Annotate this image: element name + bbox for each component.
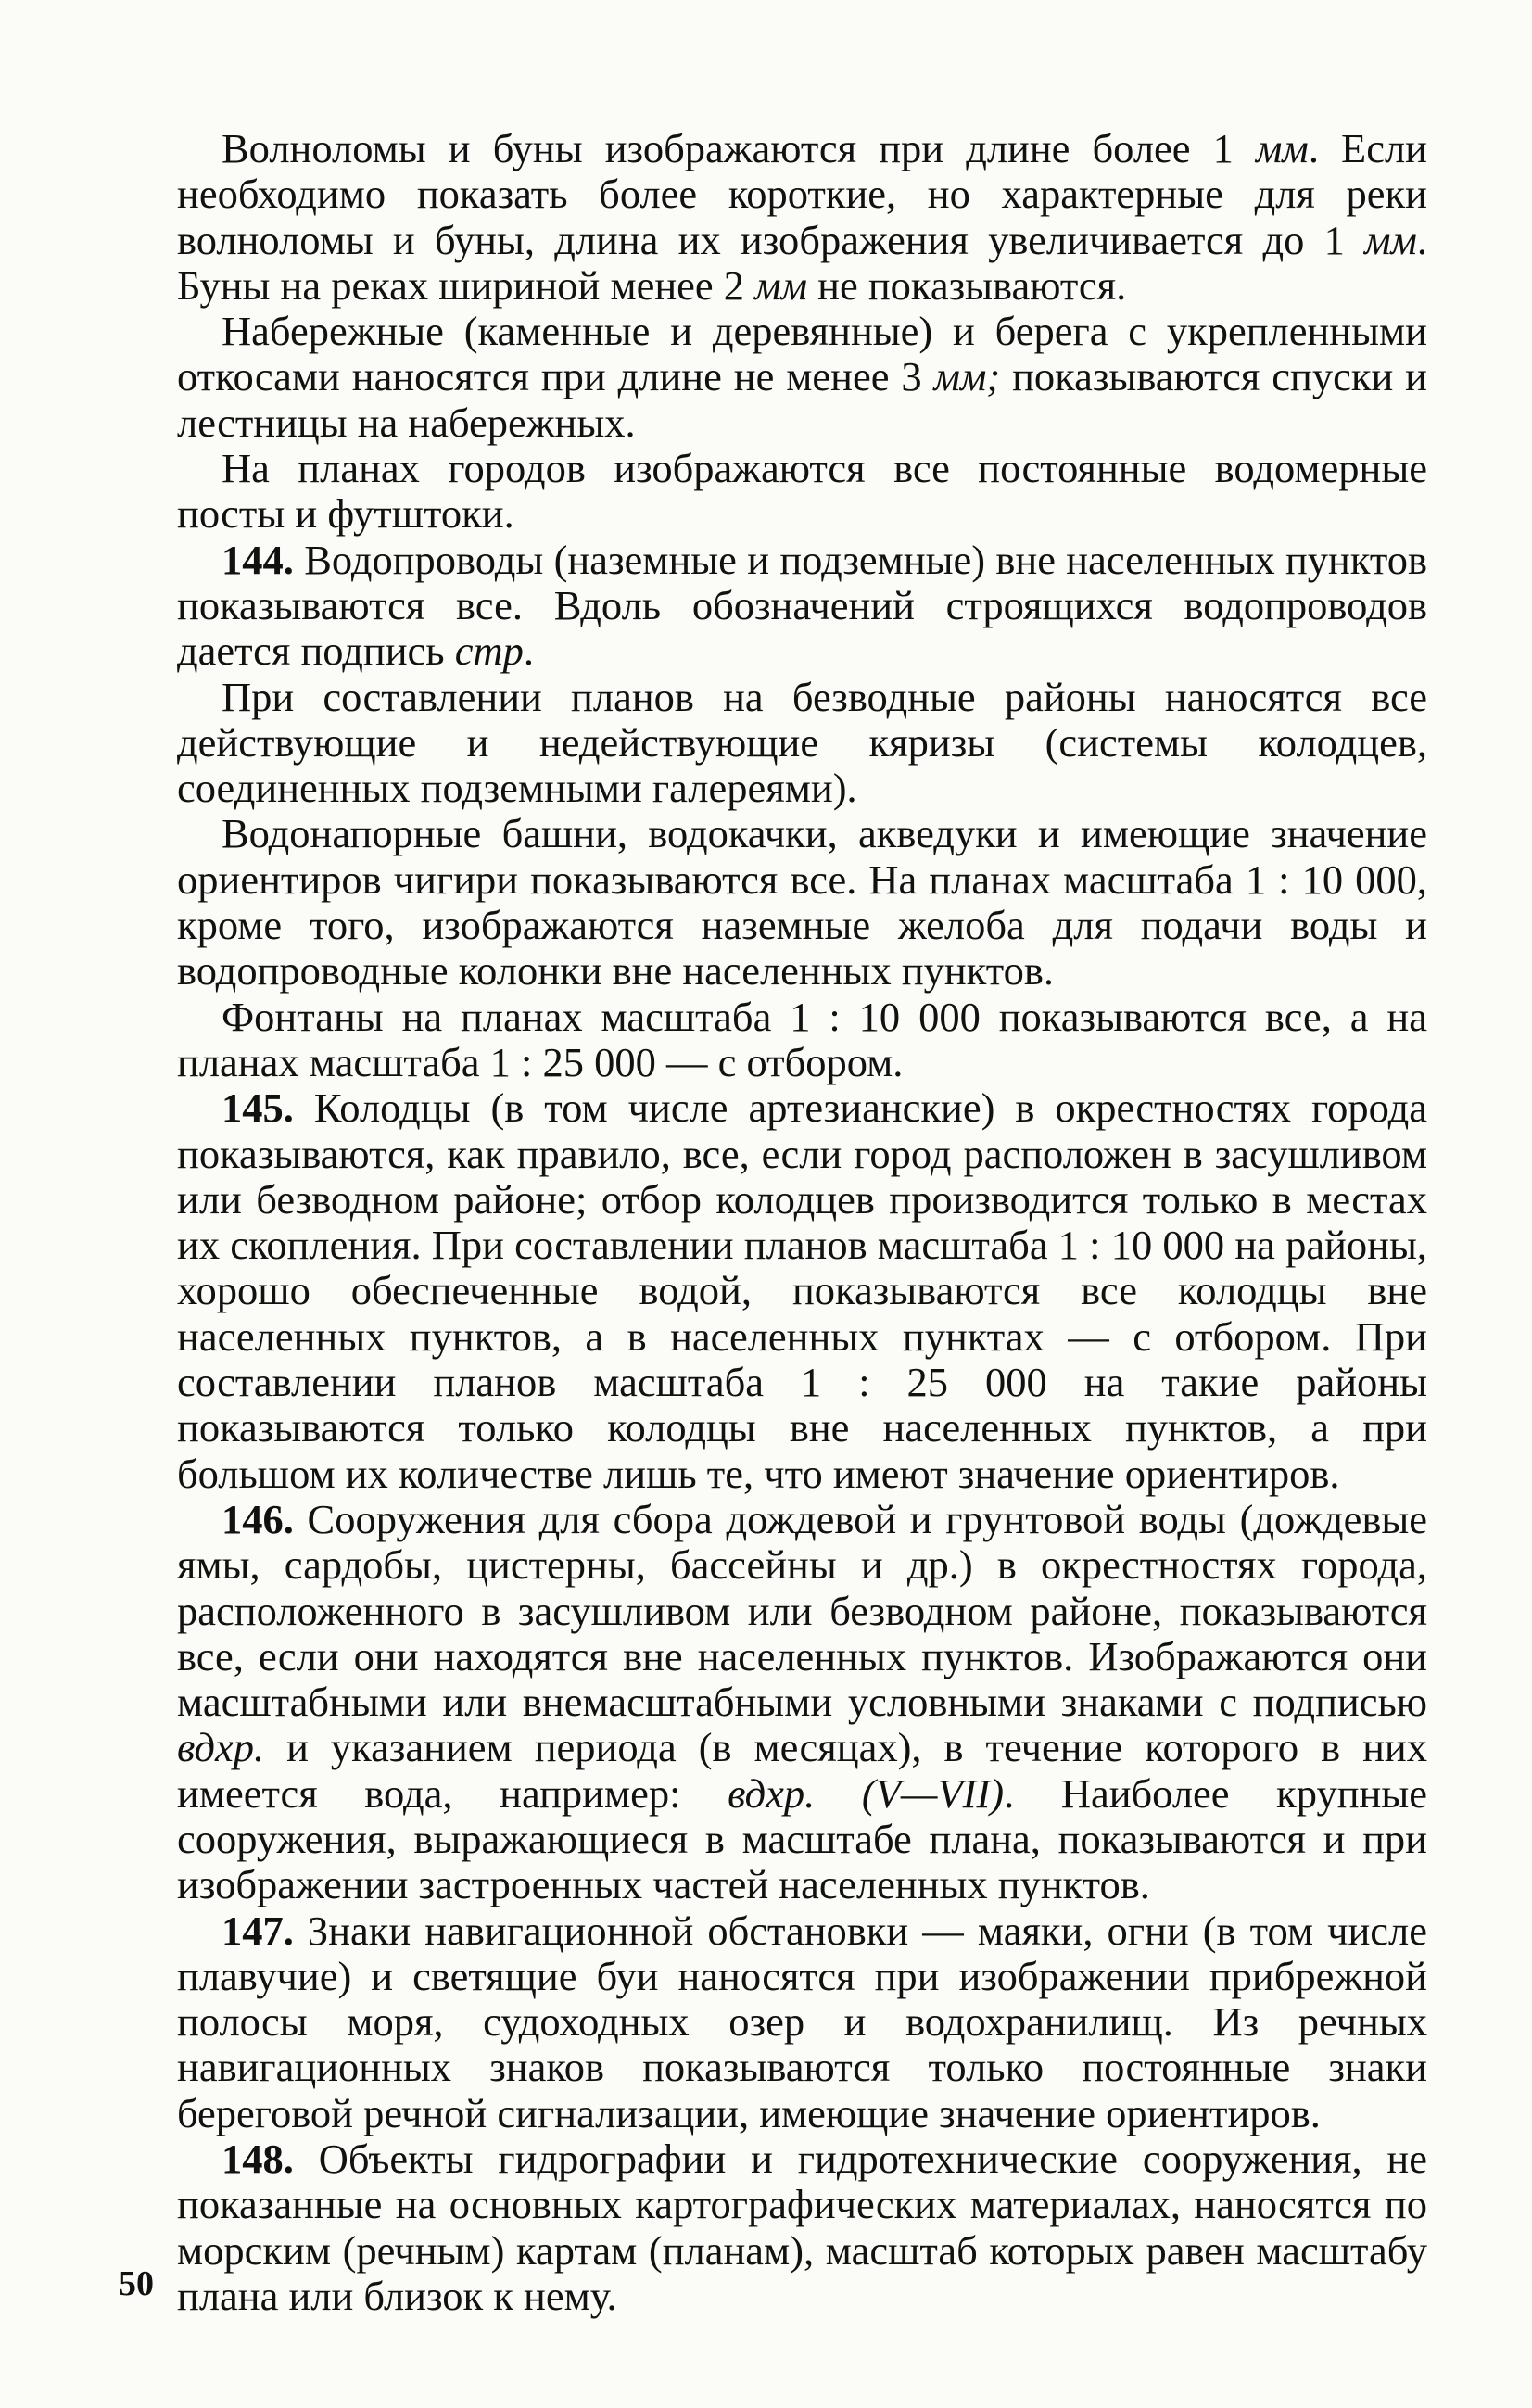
paragraph-kyariz: При составлении планов на безводные районы наносятся все действующие и недействующие кяризы (системы колодцев, соединенных подземными галереями). [177,673,1427,812]
label-example: вдхр. (V—VII) [728,1769,1005,1817]
section-number: 148. [222,2136,294,2183]
unit-mm: мм [1256,125,1309,171]
unit-mm: мм [1364,216,1417,263]
paragraph-embankments: Набережные (каменные и деревянные) и берега с укрепленными откосами наносятся при длине не менее 3 мм; показываются спуски и лестницы на набережных. [177,308,1427,446]
paragraph-fountains: Фонтаны на планах масштаба 1 : 10 000 показываются все, а на планах масштаба 1 : 25 000 — с отбором. [177,993,1427,1085]
paragraph-water-towers: Водонапорные башни, водокачки, акведуки и имеющие значение ориентиров чигири показываются все. На планах масштаба 1 : 10 000, кроме того, изображаются наземные желоба для подачи воды и водопроводные колонки вне населенных пунктов. [177,810,1427,995]
paragraph-148: 148. Объекты гидрографии и гидротехнические сооружения, не показанные на основных картографических материалах, наносятся по морским (речным) картам (планам), масштаб которых равен масштабу плана или близок к нему. [177,2136,1427,2319]
paragraph-breakwaters: Волноломы и буны изображаются при длине более 1 мм. Если необходимо показать более короткие, но характерные для реки волноломы и буны, длина их изображения увеличивается до 1 мм. Буны на реках шириной менее 2 мм не показываются. [177,125,1427,309]
section-number: 145. [222,1084,294,1132]
page-number: 50 [119,2264,154,2303]
paragraph-147: 147. Знаки навигационной обстановки — маяки, огни (в том числе плавучие) и светящие буи наносятся при изображении прибрежной полосы моря, судоходных озер и водохранилищ. Из речных навигационных знаков показываются только постоянные знаки береговой речной сигнализации, имеющие значение ориентиров. [177,1907,1427,2136]
section-number: 144. [222,536,294,583]
paragraph-145: 145. Колодцы (в том числе артезианские) в окрестностях города показываются, как правило, все, если город расположен в засушливом или безводном районе; отбор колодцев производится только в местах их скопления. При составлении планов масштаба 1 : 10 000 на районы, хорошо обеспеченные водой, показываются все колодцы вне населенных пунктов, а в населенных пунктах — с отбором. При составлении планов масштаба 1 : 25 000 на такие районы показываются только колодцы вне населенных пунктов, а при большом их количестве лишь те, что имеют значение ориентиров. [177,1084,1427,1497]
unit-mm: мм; [933,353,1001,400]
paragraph-water-gauges: На планах городов изображаются все постоянные водомерные посты и футштоки. [177,445,1427,538]
label-abbrev: вдхр. [177,1724,265,1771]
paragraph-144: 144. Водопроводы (наземные и подземные) вне населенных пунктов показываются все. Вдоль обозначений строящихся водопроводов дается подпись стр. [177,536,1427,675]
section-number: 147. [222,1907,294,1954]
paragraph-146: 146. Сооружения для сбора дождевой и грунтовой воды (дождевые ямы, сардобы, цистерны, бассейны и др.) в окрестностях города, расположенного в засушливом или безводном районе, показываются все, если они находятся вне населенных пунктов. Изображаются они масштабными или внемасштабными условными знаками с подписью вдхр. и указанием периода (в месяцах), в течение которого в них имеется вода, например: вдхр. (V—VII). Наиболее крупные сооружения, выражающиеся в масштабе плана, показываются и при изображении застроенных частей населенных пунктов. [177,1495,1427,1908]
body-text [177,126,1427,2319]
section-number: 146. [222,1495,294,1542]
label-abbrev: стр [454,627,524,675]
unit-mm: мм [754,261,807,309]
